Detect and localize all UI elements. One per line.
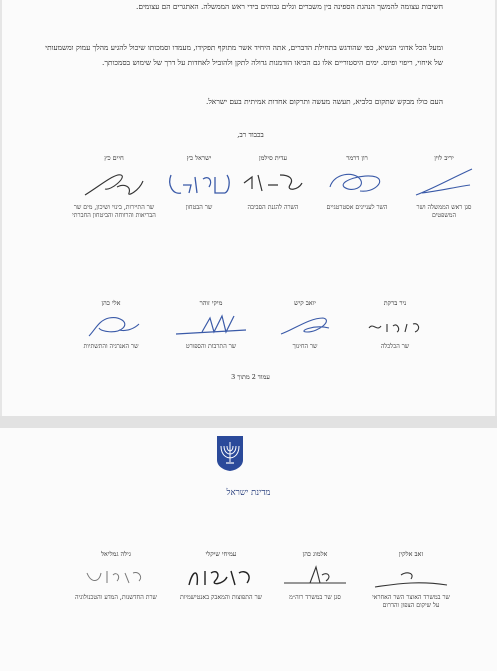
signatory-name: יואב קיש: [294, 299, 316, 307]
signature-image: [363, 310, 427, 340]
signatory-role: שר התיירות, בינוי ושיכון, מים שר הבריאות והרווחה והביטחון החברתי: [72, 204, 156, 220]
page-separator: [0, 416, 497, 428]
signatory-name: אלי כהן: [101, 299, 121, 307]
signature-image: [165, 165, 233, 201]
signatory-kisch: [268, 298, 342, 351]
signatory-role: שר התרבות והספורט: [185, 343, 237, 350]
signatory-haim-katz: [72, 153, 156, 221]
signatory-silman: [236, 153, 310, 212]
signatory-almog-cohen: [272, 549, 358, 602]
signatory-levin: [407, 153, 481, 221]
signatory-role: השרה להגנת הסביבה: [247, 204, 299, 211]
signatory-eli-cohen: [68, 298, 154, 351]
signatory-role: שר התפוצות והמאבק באנטישמיות: [180, 594, 262, 601]
signatory-name: אלמוג כהן: [302, 550, 328, 558]
signatory-israel-katz: [162, 153, 236, 212]
paragraph-2: ומעל הכל אדוני הנשיא, כפי שהודגש בתחילת הדברים, אתה היחיד אשר מתוקף תפקידו, מעמדו וסמכותו שיכול להגיע מהלך עמוק ומשמעותי של איחוי, ריפוי ופיוס. ימים היסטוריים אלו גם הביאו הזדמנות גדולה לתקן ולהוביל לאחדות על דרך של שימוש בסמכותך.: [45, 43, 443, 67]
state-emblem-icon: [215, 434, 245, 472]
signature-image: [280, 561, 350, 591]
signatory-role: שר הכלכלה: [380, 343, 410, 350]
signature-image: [240, 165, 306, 201]
signatory-role: שר במשרד האוצר השר האחראי על שיקום הצפון והדרום: [372, 594, 450, 610]
signature-image: [324, 165, 390, 201]
signatory-name: חיים כץ: [104, 154, 124, 162]
signatory-chikli: [176, 549, 266, 602]
signatory-role: שר הבטחון: [185, 204, 213, 211]
signatory-role: שר האנרגיה והתשתיות: [83, 343, 139, 350]
signature-image: [371, 561, 451, 591]
signatory-name: יריב לוין: [434, 154, 454, 162]
signatory-name: רון דרמר: [346, 154, 368, 162]
paragraph-1: חשיבות עצומה להמשך הנהגת הספינה בין משברים וגלים גבוהים בידי ראש הממשלה. האתגרים הם עצומים.: [136, 2, 443, 12]
signatory-zohar: [168, 298, 254, 351]
signature-image: [81, 165, 147, 201]
signatory-barkat: [358, 298, 432, 351]
signatory-gamliel: [70, 549, 162, 602]
signatory-name: ניר ברקת: [383, 299, 407, 307]
signatory-role: סגן ראש הממשלה ושר המשפטים: [416, 204, 472, 220]
signature-image: [412, 165, 476, 201]
signatory-name: זאב אלקין: [398, 550, 424, 558]
state-name: מדינת ישראל: [226, 488, 271, 498]
paragraph-3: העם כולו מבקש שתקום כלביא, תעשה מעשה ותרקום אחדות אמיתית בעם ישראל.: [206, 97, 443, 107]
signature-image: [172, 310, 250, 340]
closing-line: בכבוד רב,: [237, 131, 264, 139]
signatory-name: ישראל כץ: [186, 154, 212, 162]
signatory-role: סגן שר במשרד רוה״מ: [289, 594, 341, 601]
signatory-name: גילה גמליאל: [101, 550, 131, 558]
page-number: עמוד 2 מתוך 3: [231, 373, 270, 381]
signatory-name: עמיחי שיקלי: [205, 550, 237, 558]
signatory-name: עדית סילמן: [258, 154, 287, 162]
signatory-role: שר החינוך: [292, 343, 318, 350]
signature-image: [79, 310, 143, 340]
signature-image: [183, 561, 259, 591]
signatory-role: השר לעניינים אסטרטגיים: [326, 204, 388, 211]
signature-image: [81, 561, 151, 591]
signatory-dermer: [320, 153, 394, 212]
signatory-role: שרת החדשנות, המדע והטכנולוגיה: [75, 594, 157, 601]
signatory-name: מיקי זוהר: [199, 299, 223, 307]
signatory-elkin: [368, 549, 454, 611]
signature-image: [273, 310, 337, 340]
